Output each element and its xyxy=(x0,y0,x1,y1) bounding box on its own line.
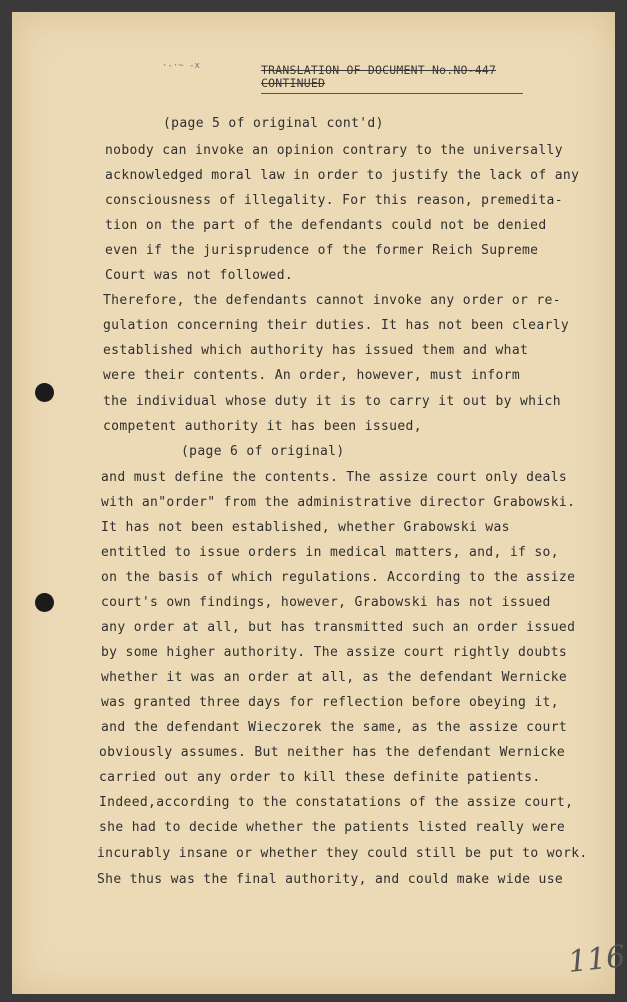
header-continued: CONTINUED xyxy=(261,76,326,90)
text-line: the individual whose duty it is to carry it out by which xyxy=(103,394,561,409)
text-line: by some higher authority. The assize court rightly doubts xyxy=(101,645,568,660)
text-line: court's own findings, however, Grabowski has not issued xyxy=(101,595,551,610)
text-line: was granted three days for reflection before obeying it, xyxy=(101,695,559,710)
text-line: even if the jurisprudence of the former Reich Supreme xyxy=(105,243,539,258)
header-title: TRANSLATION OF DOCUMENT No.NO-447 xyxy=(261,63,497,77)
text-line: Therefore, the defendants cannot invoke any order or re- xyxy=(103,293,561,308)
handwritten-page-number: 116 xyxy=(566,939,627,980)
margin-scribble: ·-·~ -x xyxy=(162,61,200,71)
text-line: She thus was the final authority, and could make wide use xyxy=(97,872,564,887)
text-line: obviously assumes. But neither has the defendant Wernicke xyxy=(99,745,566,760)
punch-hole xyxy=(35,383,54,402)
text-line: acknowledged moral law in order to justify the lack of any xyxy=(105,168,580,183)
text-line: established which authority has issued them and what xyxy=(103,343,529,358)
text-line: any order at all, but has transmitted such an order issued xyxy=(101,620,576,635)
text-line: (page 6 of original) xyxy=(181,444,345,459)
punch-hole xyxy=(35,593,54,612)
text-line: It has not been established, whether Grabowski was xyxy=(101,520,510,535)
text-line: competent authority it has been issued, xyxy=(103,419,422,434)
header-underline xyxy=(261,93,523,94)
document-header xyxy=(261,64,496,90)
text-line: Indeed,according to the constatations of the assize court, xyxy=(99,795,574,810)
text-line: incurably insane or whether they could still be put to work. xyxy=(97,846,588,861)
text-line: whether it was an order at all, as the defendant Wernicke xyxy=(101,670,568,685)
document-page xyxy=(12,12,627,994)
text-line: consciousness of illegality. For this reason, premedita- xyxy=(105,193,563,208)
text-line: gulation concerning their duties. It has not been clearly xyxy=(103,318,570,333)
text-line: and the defendant Wieczorek the same, as the assize court xyxy=(101,720,568,735)
text-line: tion on the part of the defendants could not be denied xyxy=(105,218,547,233)
text-line: carried out any order to kill these definite patients. xyxy=(99,770,541,785)
text-line: and must define the contents. The assize court only deals xyxy=(101,470,568,485)
text-line: (page 5 of original cont'd) xyxy=(163,116,384,131)
text-line: nobody can invoke an opinion contrary to the universally xyxy=(105,143,563,158)
text-line: with an"order" from the administrative director Grabowski. xyxy=(101,495,576,510)
text-line: she had to decide whether the patients listed really were xyxy=(99,820,566,835)
text-line: Court was not followed. xyxy=(105,268,294,283)
text-line: entitled to issue orders in medical matters, and, if so, xyxy=(101,545,559,560)
text-line: were their contents. An order, however, must inform xyxy=(103,368,521,383)
text-line: on the basis of which regulations. According to the assize xyxy=(101,570,576,585)
